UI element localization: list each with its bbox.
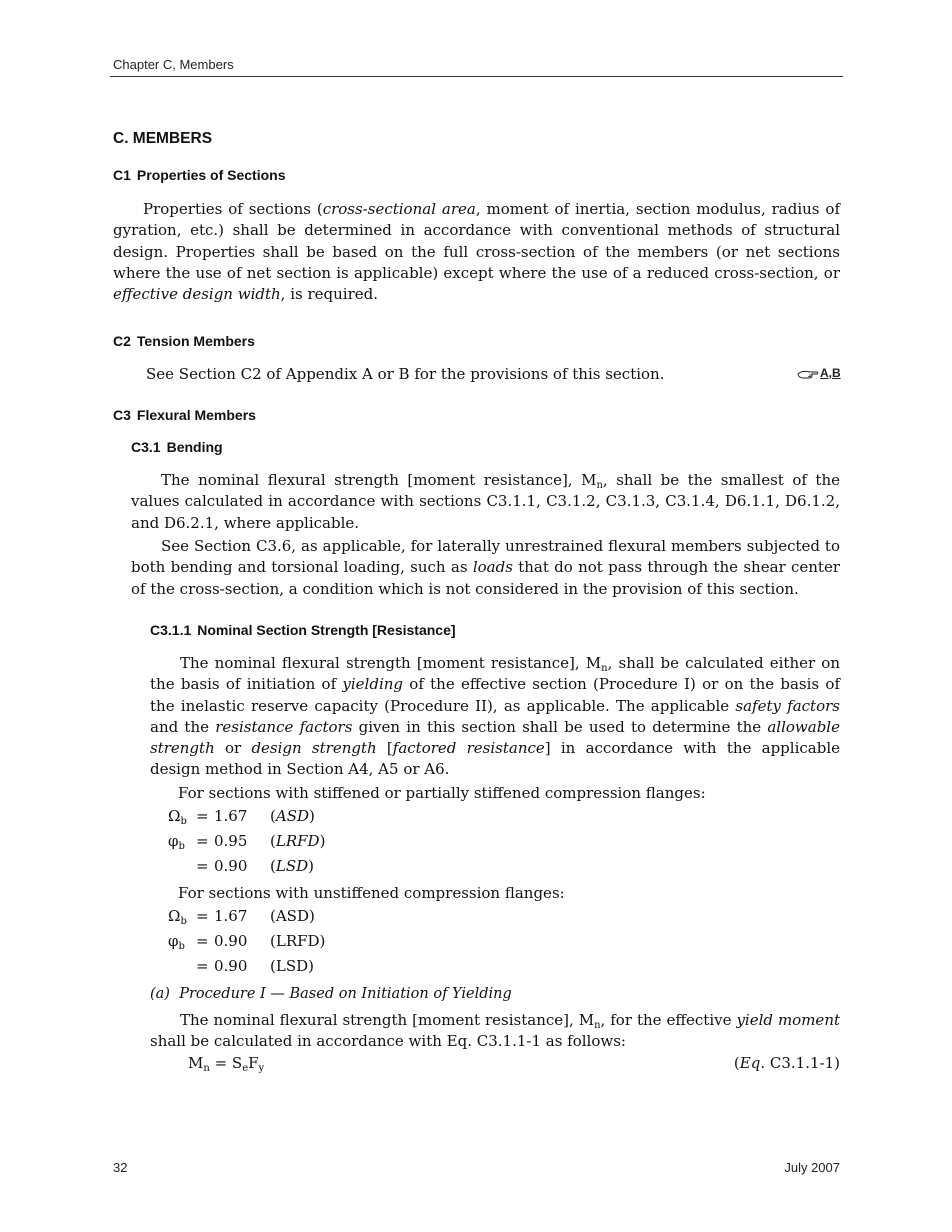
symbol-phi: φ — [168, 932, 179, 950]
section-title: Bending — [166, 439, 223, 455]
method-label: LSD — [275, 857, 309, 875]
equals-sign: = — [209, 1054, 232, 1072]
design-method: (ASD) — [270, 807, 315, 825]
equals-sign: = — [196, 807, 209, 825]
subscript: n — [594, 1020, 601, 1031]
section-number: C2 — [113, 333, 131, 349]
text-run: , for the effective — [600, 1011, 737, 1029]
section-heading-c3-1-1 — [150, 622, 456, 638]
text-run: The nominal flexural strength [moment resistance], M — [161, 471, 597, 489]
eq-number: . C3.1.1-1) — [760, 1054, 840, 1072]
text-run: or — [214, 739, 252, 758]
procedure-title: Procedure I — Based on Initiation of Yielding — [179, 986, 512, 1002]
text-run: given in this section shall be used to determine the — [352, 717, 768, 736]
method-label: ASD — [275, 807, 309, 825]
method-label: (LSD) — [270, 957, 314, 975]
factor-value: 0.90 — [214, 857, 248, 875]
appendix-tag-label: A,B — [820, 366, 841, 380]
eq-yield-stress: F — [248, 1054, 259, 1072]
term-allowable-strength: allowable strength — [150, 717, 840, 758]
method-label: (ASD) — [270, 907, 315, 925]
text-run: , shall be calculated either on the basis of initiation of — [150, 654, 840, 694]
section-title: Tension Members — [136, 333, 255, 349]
section-heading-c3-1 — [131, 439, 223, 455]
subscript: b — [180, 916, 187, 927]
text-run: ] in accordance with the applicable design method in Section A4, A5 or A6. — [150, 739, 840, 779]
section-heading-c2 — [113, 333, 255, 349]
equals-sign: = — [196, 832, 209, 850]
symbol-omega: Ω — [168, 807, 181, 825]
subscript: n — [203, 1063, 210, 1074]
equation-c3-1-1-1 — [188, 1053, 264, 1074]
section-title: Properties of Sections — [136, 167, 286, 183]
equals-sign: = — [196, 907, 209, 925]
section-title: Flexural Members — [136, 407, 256, 423]
symbol-phi: φ — [168, 832, 179, 850]
factor-row — [168, 906, 315, 927]
eq-section-modulus: S — [231, 1054, 243, 1072]
text-run: , is required. — [280, 285, 378, 304]
text-run: shall be calculated in accordance with Eq. C3.1.1-1 as follows: — [150, 1032, 626, 1051]
section-number: C3.1 — [131, 439, 161, 455]
factor-value: 1.67 — [214, 907, 248, 925]
running-header: Chapter C, Members — [113, 57, 234, 72]
subscript: b — [178, 841, 185, 852]
text-run: See Section C3.6, as applicable, for laterally unrestrained flexural members subjected to both bending and torsional loading, such as — [131, 537, 840, 577]
procedure-heading — [150, 984, 512, 1005]
c3-1-paragraph-2 — [131, 536, 840, 600]
factor-value: 1.67 — [214, 807, 248, 825]
text-run: Properties of sections ( — [143, 200, 323, 218]
term-resistance-factors: resistance factors — [215, 717, 353, 736]
factor-value: 0.90 — [214, 932, 248, 950]
term-design-strength: design strength — [251, 739, 377, 758]
eq-abbrev: Eq — [739, 1054, 761, 1072]
equation-label — [734, 1053, 840, 1074]
term-yielding: yielding — [342, 675, 404, 694]
subscript: y — [258, 1063, 265, 1074]
factor-row — [168, 956, 314, 977]
equals-sign: = — [196, 932, 209, 950]
term-cross-sectional-area: cross-sectional area — [322, 200, 476, 218]
subscript: b — [178, 941, 185, 952]
factor-row — [168, 931, 325, 952]
subscript: b — [180, 816, 187, 827]
text-run: of the effective section (Procedure I) or on the basis of the inelastic reserve capacity (Procedure II), as applicable. The applicable — [150, 675, 840, 715]
chapter-title: C. MEMBERS — [113, 130, 213, 147]
equals-sign: = — [196, 957, 209, 975]
section-title: Nominal Section Strength [Resistance] — [197, 622, 456, 638]
c1-paragraph — [113, 199, 840, 305]
text-run: [ — [376, 739, 393, 758]
text-run: and the — [150, 717, 216, 736]
factor-symbol — [168, 931, 196, 952]
unstiffened-intro: For sections with unstiffened compression flanges: — [178, 884, 565, 902]
procedure-label: (a) — [150, 986, 170, 1002]
footer-date: July 2007 — [784, 1160, 840, 1175]
stiffened-intro: For sections with stiffened or partially stiffened compression flanges: — [178, 784, 706, 802]
section-number: C1 — [113, 167, 131, 183]
procedure-paragraph — [150, 1010, 840, 1053]
section-number: C3.1.1 — [150, 622, 192, 638]
subscript: n — [601, 663, 608, 674]
eq-moment: M — [188, 1054, 204, 1072]
term-safety-factors: safety factors — [735, 696, 840, 715]
c2-text: See Section C2 of Appendix A or B for the provisions of this section. — [146, 365, 665, 383]
equals-sign: = — [196, 857, 209, 875]
design-method: (LRFD) — [270, 832, 326, 850]
header-rule — [110, 76, 843, 77]
factor-row — [168, 806, 315, 827]
factor-row — [168, 831, 325, 852]
text-run: , shall be the smallest of the values calculated in accordance with sections C3.1.1, C3.1.2, C3.1.3, C3.1.4, D6.1.1, D6.1.2, and D6.2.1, where applicable. — [131, 471, 840, 532]
term-effective-design-width: effective design width — [113, 285, 281, 304]
text-run: The nominal flexural strength [moment resistance], M — [180, 654, 602, 672]
appendix-reference-tag — [797, 366, 841, 380]
term-loads: loads — [472, 558, 513, 577]
section-number: C3 — [113, 407, 131, 423]
factor-value: 0.90 — [214, 957, 248, 975]
section-heading-c1 — [113, 167, 286, 183]
c3-1-1-paragraph-1 — [150, 653, 840, 781]
page-number: 32 — [113, 1160, 128, 1175]
paren: ( — [733, 1054, 740, 1072]
text-run: The nominal flexural strength [moment resistance], M — [180, 1011, 595, 1029]
pointing-hand-icon — [797, 367, 819, 379]
section-heading-c3 — [113, 407, 256, 423]
method-label: (LRFD) — [270, 932, 326, 950]
subscript: n — [596, 480, 603, 491]
text-run: that do not pass through the shear center of the cross-section, a condition which is not considered in the provision of this section. — [131, 558, 841, 598]
method-label: LRFD — [275, 832, 320, 850]
factor-symbol — [168, 831, 196, 852]
factor-symbol — [168, 906, 196, 927]
design-method: (LSD) — [270, 857, 314, 875]
subscript: e — [242, 1063, 249, 1074]
text-run: , moment of inertia, section modulus, radius of gyration, etc.) shall be determined in accordance with conventional methods of structural design. Properties shall be based on the full cross-section of the members (or net sections where the use of net section is applicable) except where the use of a reduced cross-section, or — [113, 200, 840, 282]
symbol-omega: Ω — [168, 907, 181, 925]
factor-row — [168, 856, 314, 877]
term-yield-moment: yield moment — [736, 1011, 841, 1029]
factor-value: 0.95 — [214, 832, 248, 850]
term-factored-resistance: factored resistance — [392, 739, 545, 758]
factor-symbol — [168, 806, 196, 827]
c3-1-paragraph-1 — [131, 470, 840, 534]
